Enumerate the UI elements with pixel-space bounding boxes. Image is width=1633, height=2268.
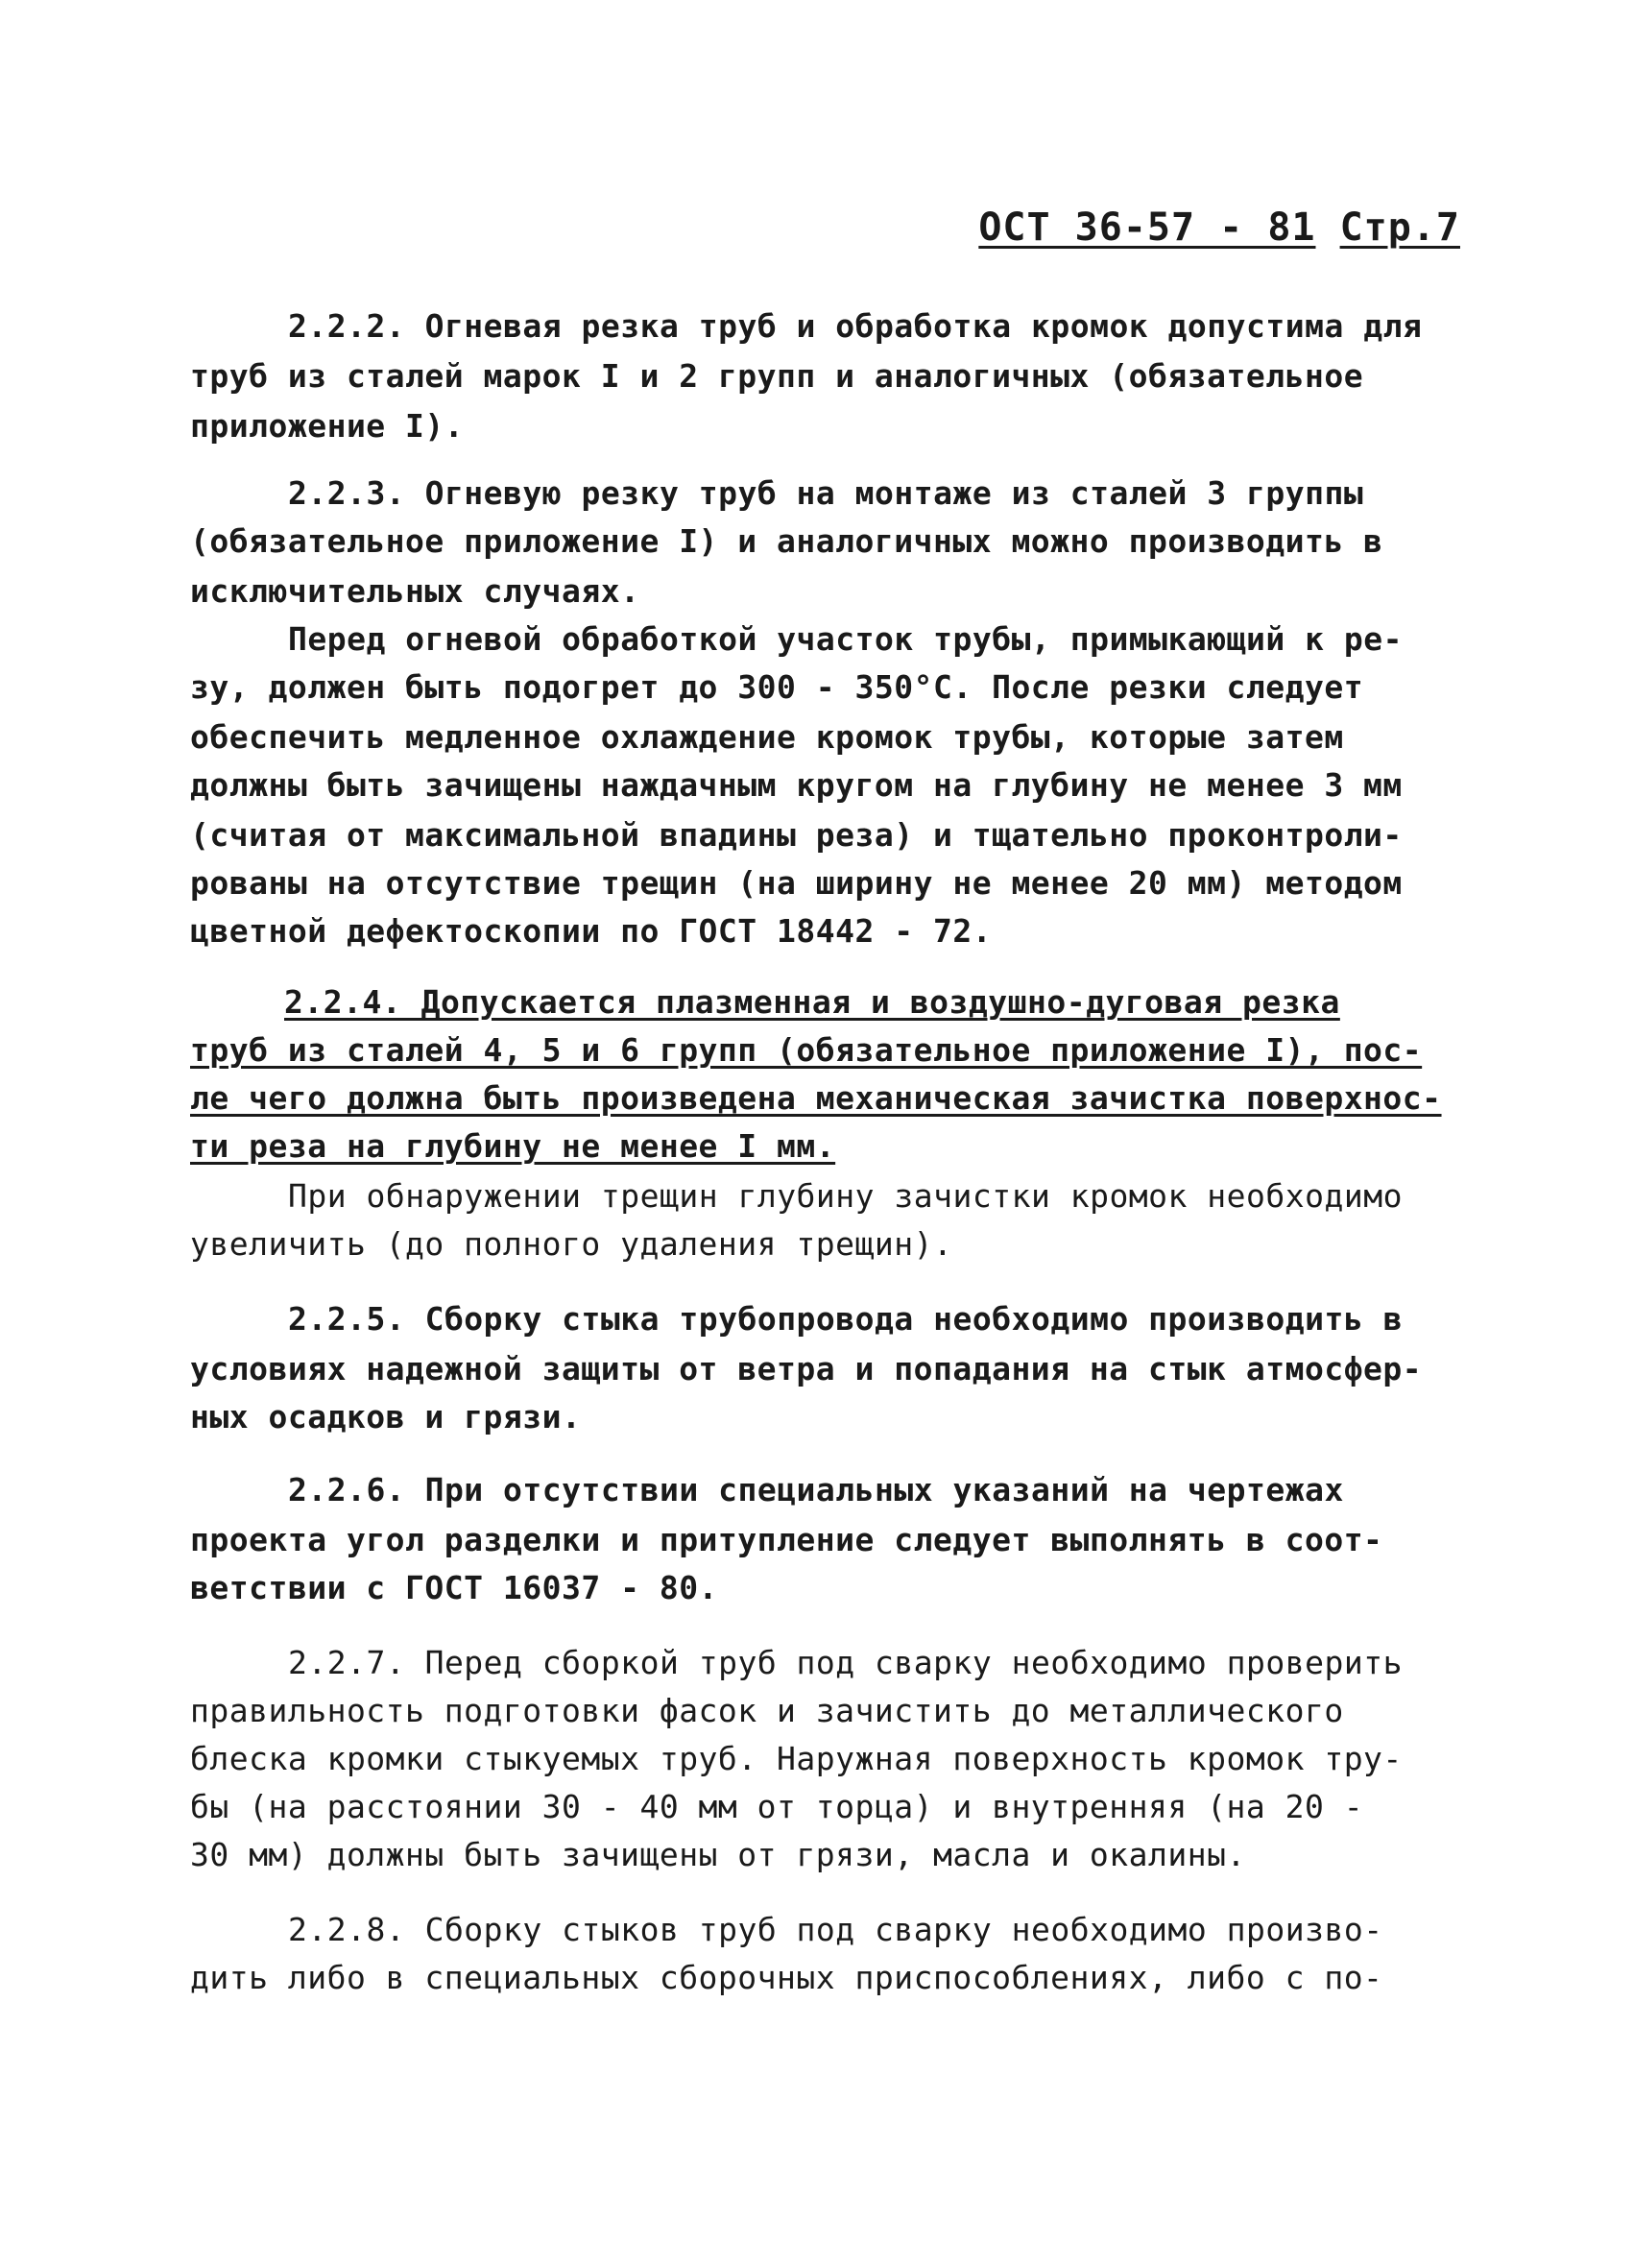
text-line: труб из сталей 4, 5 и 6 групп (обязательное приложение I), пос- — [190, 1031, 1423, 1069]
page-number: Стр.7 — [1339, 205, 1460, 250]
page-header — [978, 205, 1460, 250]
text-line: дить либо в специальных сборочных приспособлениях, либо с по- — [190, 1959, 1383, 1996]
text-line: ветствии с ГОСТ 16037 - 80. — [190, 1569, 718, 1606]
text-line: ных осадков и грязи. — [190, 1398, 582, 1436]
text-line: труб из сталей марок I и 2 групп и аналогичных (обязательное — [190, 357, 1364, 395]
text-line: должны быть зачищены наждачным кругом на глубину не менее 3 мм — [190, 766, 1403, 804]
text-line: приложение I). — [190, 407, 465, 445]
text-line: 30 мм) должны быть зачищены от грязи, масла и окалины. — [190, 1836, 1246, 1873]
text-line: 2.2.8. Сборку стыков труб под сварку необходимо произво- — [288, 1911, 1383, 1948]
text-line: 2.2.6. При отсутствии специальных указаний на чертежах — [288, 1471, 1344, 1508]
text-line: проекта угол разделки и притупление следует выполнять в соот- — [190, 1521, 1383, 1558]
text-line: блеска кромки стыкуемых труб. Наружная поверхность кромок тру- — [190, 1740, 1403, 1777]
text-line: увеличить (до полного удаления трещин). — [190, 1225, 953, 1263]
text-line: При обнаружении трещин глубину зачистки кромок необходимо — [288, 1177, 1403, 1215]
text-line: зу, должен быть подогрет до 300 - 350°С. После резки следует — [190, 668, 1364, 706]
text-line: цветной дефектоскопии по ГОСТ 18442 - 72. — [190, 912, 993, 950]
text-line: правильность подготовки фасок и зачистить до металлического — [190, 1692, 1344, 1729]
text-line: 2.2.4. Допускается плазменная и воздушно-дуговая резка — [284, 983, 1340, 1021]
text-line: условиях надежной защиты от ветра и попадания на стык атмосфер- — [190, 1350, 1423, 1387]
text-line: 2.2.2. Огневая резка труб и обработка кромок допустима для — [288, 307, 1423, 345]
text-line: 2.2.7. Перед сборкой труб под сварку необходимо проверить — [288, 1644, 1403, 1681]
text-line: ле чего должна быть произведена механическая зачистка поверхнос- — [190, 1079, 1442, 1117]
text-line: рованы на отсутствие трещин (на ширину не менее 20 мм) методом — [190, 864, 1403, 902]
text-line: исключительных случаях. — [190, 572, 640, 610]
text-line: обеспечить медленное охлаждение кромок трубы, которые затем — [190, 718, 1344, 756]
text-line: ти реза на глубину не менее I мм. — [190, 1127, 836, 1165]
text-line: Перед огневой обработкой участок трубы, примыкающий к ре- — [288, 620, 1403, 658]
text-line: 2.2.3. Огневую резку труб на монтаже из сталей 3 группы — [288, 474, 1364, 512]
standard-code: ОСТ 36-57 - 81 — [978, 205, 1316, 250]
text-line: (обязательное приложение I) и аналогичных можно производить в — [190, 522, 1383, 560]
text-line: бы (на расстоянии 30 - 40 мм от торца) и внутренняя (на 20 - — [190, 1788, 1364, 1825]
text-line: 2.2.5. Сборку стыка трубопровода необходимо производить в — [288, 1300, 1403, 1338]
text-line: (считая от максимальной впадины реза) и тщательно проконтроли- — [190, 816, 1403, 854]
